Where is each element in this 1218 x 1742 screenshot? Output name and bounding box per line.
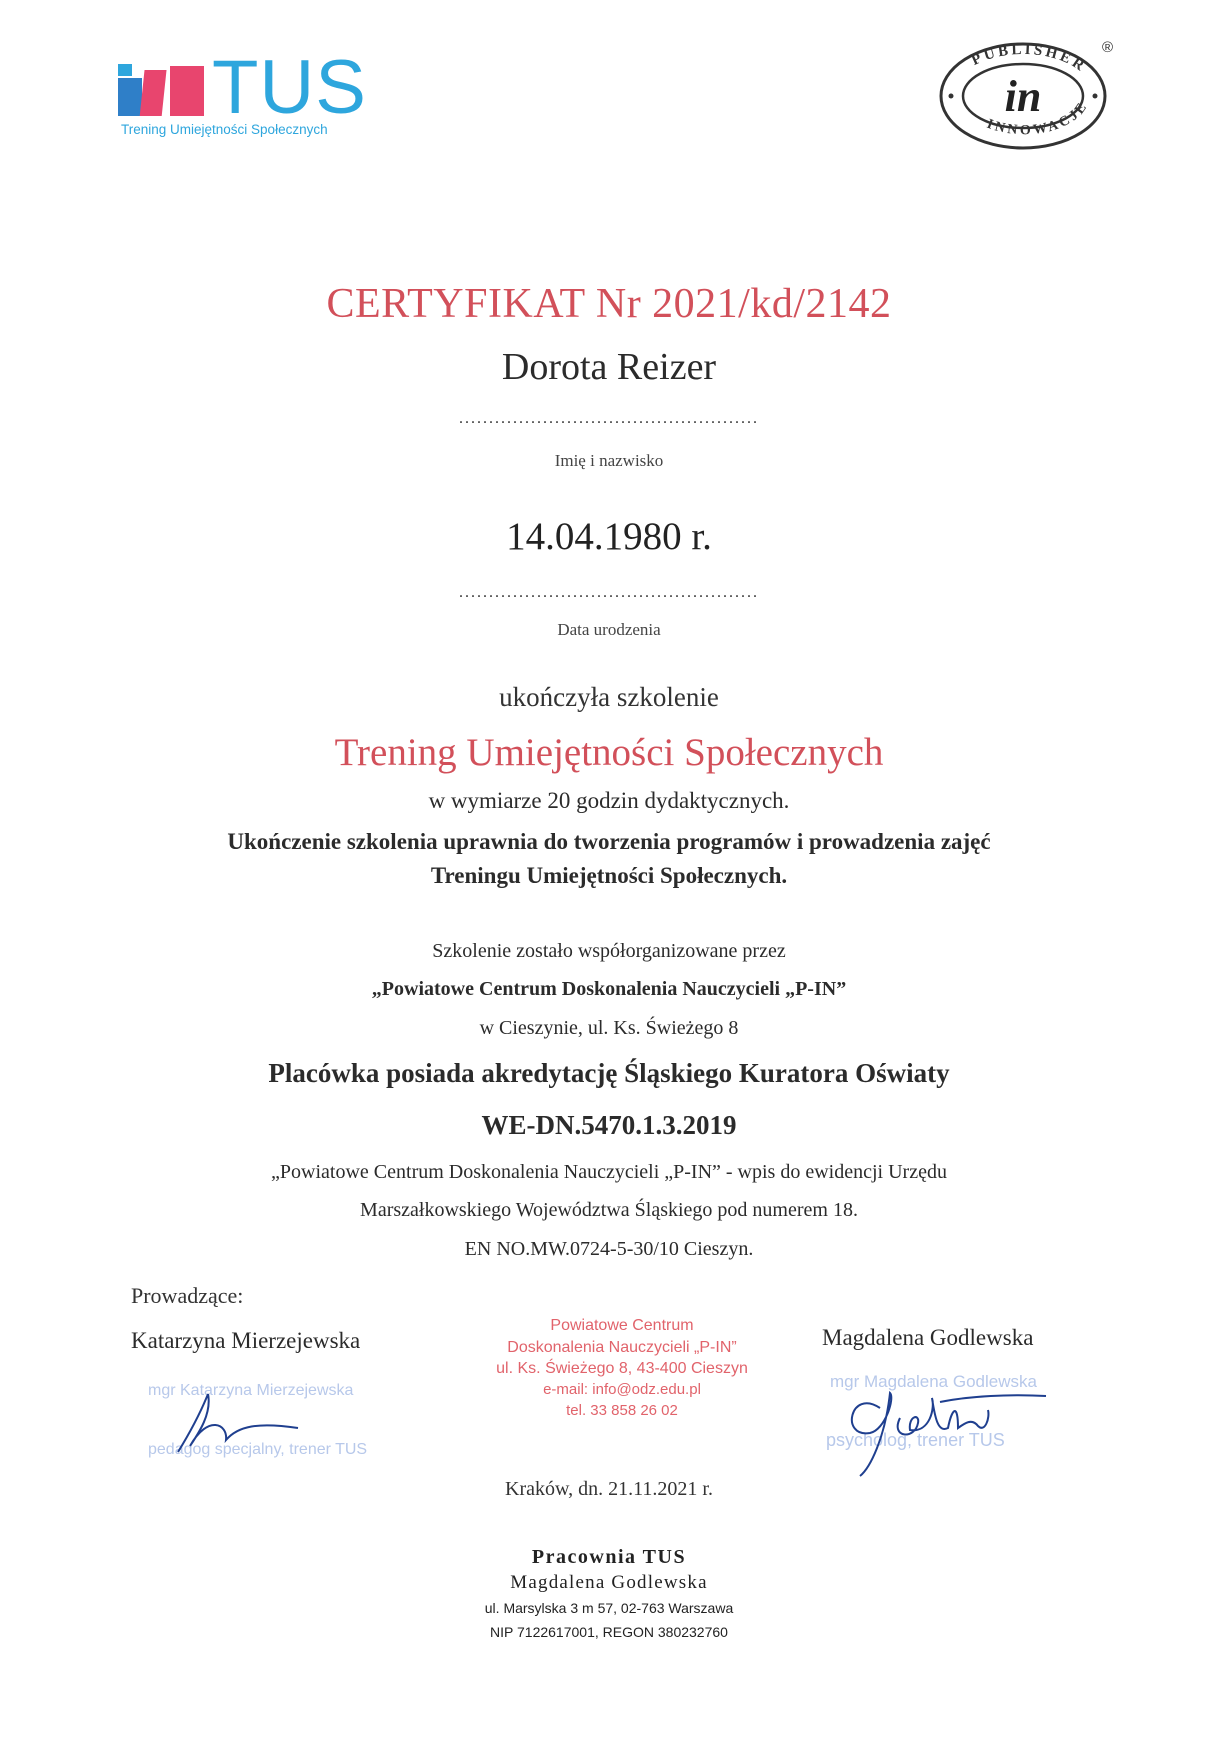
course-hours: w wymiarze 20 godzin dydaktycznych. [428, 788, 790, 813]
badge-top-text: PUBLISHER [969, 41, 1090, 76]
trainer-1-stamp-name: mgr Katarzyna Mierzejewska [148, 1382, 354, 1399]
badge-dot-left [949, 94, 954, 99]
trainer-1-signature [168, 1384, 308, 1454]
footer-tax-ids: NIP 7122617001, REGON 380232760 [490, 1624, 728, 1640]
registry-line-1: „Powiatowe Centrum Doskonalenia Nauczycieli „P-IN” - wpis do ewidencji Urzędu [271, 1161, 947, 1183]
birth-dotted-line: .................................................. [459, 584, 759, 601]
stamp-line-3: ul. Ks. Świeżego 8, 43-400 Cieszyn [496, 1360, 748, 1377]
coorganizer-name: „Powiatowe Centrum Doskonalenia Nauczycieli „P-IN” [371, 978, 847, 1000]
stamp-phone: tel. 33 858 26 02 [566, 1402, 678, 1419]
lead-trainers-label: Prowadzące: [131, 1283, 244, 1308]
trainer-2-signature [840, 1378, 1050, 1478]
trainer-1-name: Katarzyna Mierzejewska [131, 1328, 361, 1353]
footer-address: ul. Marsylska 3 m 57, 02-763 Warszawa [484, 1600, 734, 1616]
entitlement-line-1: Ukończenie szkolenia uprawnia do tworzenia programów i prowadzenia zajęć [227, 829, 991, 854]
badge-bottom-text: INNOWACJE [984, 98, 1092, 139]
registry-line-2: Marszałkowskiego Województwa Śląskiego pod numerem 18. [360, 1199, 858, 1221]
birth-caption: Data urodzenia [557, 620, 661, 639]
badge-dot-right [1093, 94, 1098, 99]
logo-square-blue [118, 78, 142, 116]
name-dotted-line: .................................................. [459, 410, 759, 427]
birth-date: 14.04.1980 r. [506, 515, 712, 558]
badge-center-text: in [1004, 72, 1042, 121]
logo-square-cyan [118, 64, 132, 76]
logo-tagline: Trening Umiejętności Społecznych [121, 122, 328, 137]
registry-line-3: EN NO.MW.0724-5-30/10 Cieszyn. [464, 1238, 754, 1260]
stamp-line-2: Doskonalenia Nauczycieli „P-IN” [507, 1339, 737, 1356]
footer-company: Pracownia TUS [531, 1546, 687, 1568]
coorganizer-address: w Cieszynie, ul. Ks. Świeżego 8 [479, 1017, 739, 1039]
trainer-2-name: Magdalena Godlewska [822, 1325, 1034, 1350]
logo-square-pink [140, 70, 167, 116]
name-caption: Imię i nazwisko [554, 451, 664, 470]
registered-mark: ® [1102, 39, 1114, 56]
place-and-date: Kraków, dn. 21.11.2021 r. [505, 1478, 713, 1500]
stamp-email: e-mail: info@odz.edu.pl [543, 1381, 701, 1398]
completed-text: ukończyła szkolenie [499, 682, 719, 712]
trainer-2-stamp-title: psycholog, trener TUS [826, 1430, 1005, 1450]
footer-owner: Magdalena Godlewska [510, 1572, 708, 1593]
coorganized-text: Szkolenie zostało współorganizowane przez [432, 940, 786, 962]
accreditation-text: Placówka posiada akredytację Śląskiego Kuratora Oświaty [268, 1058, 950, 1088]
course-title: Trening Umiejętności Społecznych [334, 731, 884, 774]
stamp-line-1: Powiatowe Centrum [550, 1317, 694, 1334]
entitlement-line-2: Treningu Umiejętności Społecznych. [430, 863, 788, 888]
logo-word: TUS [212, 45, 367, 130]
certificate-title: CERTYFIKAT Nr 2021/kd/2142 [326, 281, 892, 327]
trainer-2-stamp-name: mgr Magdalena Godlewska [830, 1372, 1037, 1391]
accreditation-number: WE-DN.5470.1.3.2019 [481, 1110, 737, 1140]
recipient-name: Dorota Reizer [501, 346, 717, 388]
logo-square-pink-2 [170, 66, 204, 116]
publisher-innovation-badge [938, 34, 1118, 154]
trainer-1-stamp-title: pedagog specjalny, trener TUS [148, 1441, 368, 1458]
